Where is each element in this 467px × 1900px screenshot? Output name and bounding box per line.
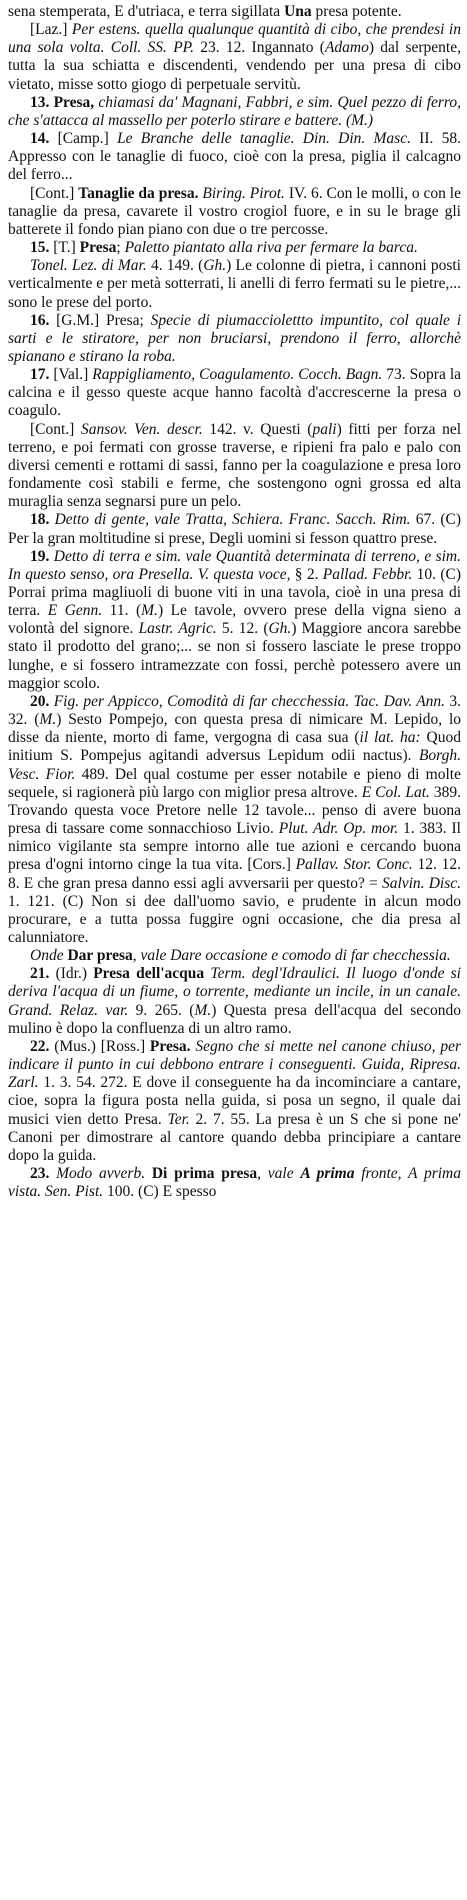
text-run: ) fitti per forza nel terreno, e poi fermati con grosse traverse, e ripieni fra palo e palo con diversi cementi e rottami di sassi, fanno per la coagulazione e presa loro fondamente così stabili e ferme, che sostengono ogni grossa ed alta muraglia senza segnarsi pure un pelo. [8,420,462,511]
text-run: , vale [257,1165,301,1182]
text-run: § 2. [290,565,323,583]
text-run: 18. [30,511,55,529]
text-run: Gh. [203,257,227,275]
text-run: 1. 3. 54. 272. E dove il conseguente ha da incominciare a cantare, cioe, sopra la figura posta nella guida, si posa un segno, il quale dai musici vien detto Presa. [8,1074,461,1128]
text-run: M. [194,1001,212,1019]
text-run: Detto di gente, vale Tratta, Schiera. Franc. Sacch. Rim. [54,511,411,529]
text-run: [Cont.] [30,420,81,438]
text-run: il lat. ha: [359,729,421,747]
text-run: Sansov. Ven. descr. [80,420,203,438]
text-run: [Val.] [53,366,93,384]
text-run: 11. ( [102,602,142,620]
text-run: A prima [300,1165,355,1182]
text-run: Modo avverb. [56,1165,146,1182]
text-run: Pallad. Febbr. [322,565,413,583]
text-run: ) dal serpente, tutta la sua schiatta e discendenti, vendendo per una presa di cibo vietato, misse sotto giogo di perpetuale servitù. [8,39,461,93]
entry-paragraph [8,130,461,184]
text-run: 20. [30,692,54,710]
text-run: ) Le colonne di pietra, i cannoni posti verticalmente e per metà sotterrati, li anelli di ferro fermati su le pietre,... sono le prese del porto. [8,257,461,311]
entry-paragraph [8,947,461,965]
text-run: 19. [30,547,54,565]
text-run: pali [312,420,337,438]
entry-paragraph [8,1165,461,1201]
entry-paragraph [8,421,461,512]
text-run: 13. Presa, [30,93,99,111]
text-run: 2. 7. 55. La presa è un S che si pone ne' Canoni per dimostrare al cantore quando debba principiare a cantare dopo la guida. [8,1110,462,1164]
text-run: chiamasi da' Magnani, Fabbri, e sim. Quel pezzo di ferro, che s'attacca al massello per poterlo stirare e battere. (M.) [8,93,461,129]
text-run: 67. (C) Per la gran moltitudine si prese, Degli uomini si fesson quattro prese. [8,511,461,547]
text-run: Pallav. Stor. Conc. [295,856,413,874]
entry-paragraph [8,239,461,257]
text-run: 16. [30,311,57,329]
text-run: 100. (C) E spesso [103,1183,217,1201]
entry-paragraph [8,366,461,420]
text-run: Ter. [167,1110,190,1128]
text-run: Term. degl'Idraulici. Il luogo d'onde si deriva l'acqua di un fiume, o torrente, mediante un incile, in un canale. Grand. Relaz. var. [8,965,461,1019]
entry-paragraph [8,965,461,1038]
text-run: M. [141,602,158,620]
text-run: 15. [30,239,54,257]
text-run: 21. [30,965,56,983]
text-run: Detto di terra e sim. vale Quantità determinata di terreno, e sim. In questo senso, ora Presella. V. questa voce, [8,547,462,583]
text-run: II. 58. Appresso con le tanaglie di fuoco, cioè con la presa, piglia il calcagno del ferro... [8,130,461,184]
text-run: Specie di piumacciolettto impuntito, col quale i sarti e le stiratore, per non bruciarsi, prendono il ferro, allorchè spianano e stirano la roba. [8,311,461,365]
entry-paragraph [8,21,461,94]
text-run: 23. [30,1165,57,1182]
entry-paragraph [8,94,461,130]
text-run: 9. 265. ( [128,1001,195,1019]
text-run: [T.] [53,239,80,257]
text-run: 4. 149. ( [146,257,204,275]
text-run: Adamo [324,39,369,57]
text-run: Dar presa [67,947,133,965]
text-run: Una [284,3,312,20]
text-run: Salvin. Disc. [381,874,461,892]
text-run: Segno che si mette nel canone chiuso, per indicare il punto in cui debbono entrare i conseguenti. Guida, Ripresa. Zarl. [8,1037,461,1092]
text-run: sena stemperata, E d'utriaca, e terra sigillata [8,3,285,20]
entry-paragraph [8,511,461,547]
text-run: ) Le tavole, ovvero prese della vigna sieno a volontà del signore. [8,602,462,638]
text-run: 1. 383. Il nimico vigilante sta sempre intorno alle tue azioni e cercando buona presa d'ogni intorno cinge la tua vita. [Cors.] [8,820,461,874]
text-run: 73. Sopra la calcina e il gesso queste acque hanno facoltà d'accrescerne la presa o coagulo. [8,366,461,420]
text-run: Tonel. Lez. di Mar. [30,257,147,275]
text-run: Presa [79,239,117,257]
text-run: Paletto piantato alla riva per fermare la barca. [124,239,418,257]
text-run: Biring. Pirot. [202,184,285,202]
text-run: 1. 121. (C) Non si dee dall'uomo savio, e prudente in alcun modo procurare, e a tutta possa fuggire ogni occasione, che dia presa al calunniatore. [8,892,461,946]
text-run: ) Sesto Pompejo, con questa presa di nimicare M. Lepido, lo disse da niente, morto di fame, vergogna di casa sua ( [8,711,461,747]
text-run: Tanaglie da presa. [78,184,203,202]
entry-paragraph [8,185,461,239]
entry-paragraph [8,548,461,693]
text-run: 489. Del qual costume per esser notabile e pieno di molte sequele, si ragionerà più largo con miglior presa altrove. [8,765,461,801]
text-run: IV. 6. Con le molli, o con le tanaglie da presa, cavarete il vostro crogiol fuore, e in su le brage gli batterete il fondo pian piano con due o tre percosse. [8,184,461,238]
text-run: 142. v. Questi ( [202,420,313,438]
text-run: [Laz.] [30,21,72,39]
text-run: Fig. per Appicco, Comodità di far checchessia. Tac. Dav. Ann. [53,692,446,710]
text-run: E Col. Lat. [361,783,430,801]
text-run: Gh. [268,620,292,638]
text-run: 5. 12. ( [216,620,269,638]
text-run: Presa. [149,1037,196,1055]
text-run: Plut. Adr. Op. mor. [278,820,399,838]
text-run: [G.M.] Presa; [56,311,151,329]
text-run: ; [116,239,125,257]
text-run: Rappigliamento, Coagulamento. Cocch. Bagn. [92,366,383,384]
text-run: [Camp.] [57,130,118,148]
text-run: Presa dell'acqua [93,965,211,983]
text-run: E Genn. [47,602,103,620]
entry-paragraph [8,1038,461,1165]
text-run: 10. (C) Porrai prima magliuoli di buone viti in una tavola, cioè in una presa di terra. [8,565,461,620]
text-run [145,1165,152,1182]
entry-paragraph [8,257,461,311]
text-run: Lastr. Agric. [138,620,217,638]
text-run: (Mus.) [Ross.] [54,1037,150,1055]
text-run: [Cont.] [30,184,79,202]
text-run: ) Maggiore ancora sarebbe stato il prodotto del grano;... se non si fossero lasciate le prese troppo lunghe, e si fossero intramezzate con fossi, perchè potessero avere un maggior scolo. [8,620,461,692]
entry-paragraph [8,3,461,21]
text-run: presa potente. [311,3,402,20]
text-run: Per estens. quella qualunque quantità di cibo, che prendesi in una sola volta. Coll. SS. PP. [8,21,461,57]
text-run: (Idr.) [55,965,94,983]
text-run: Le Branche delle tanaglie. Din. Din. Masc. [117,130,411,148]
text-run: M. [39,711,57,729]
text-run: 389. Trovando questa voce Pretore nelle 12 tavole... penso di avere buona presa di tassare come sonnacchioso Livio. [8,783,461,838]
text-run: ) Questa presa dell'acqua del secondo mulino è dopo la confluenza di un altro ramo. [8,1001,461,1037]
text-run: , vale Dare occasione e comodo di far checchessia. [132,947,451,965]
text-run: 3. 32. ( [8,692,462,729]
text-run: fronte, A prima vista. Sen. Pist. [8,1165,461,1201]
text-run: Borgh. Vesc. Fior. [8,747,461,783]
text-run: Quod initium S. Pompejus agitandi adversus Lepidum odii nactus). [8,729,461,765]
text-run: 22. [30,1037,55,1055]
text-run: Onde [30,947,68,965]
entry-paragraph [8,693,461,947]
entry-paragraph [8,312,461,366]
text-run: 17. [30,366,54,384]
text-run: 12. 12. 8. E che gran presa danno essi agli avversarii per questo? = [8,856,461,892]
text-run: 14. [30,130,58,148]
text-run: Di prima presa [151,1165,258,1182]
text-run: 23. 12. Ingannato ( [194,39,325,57]
